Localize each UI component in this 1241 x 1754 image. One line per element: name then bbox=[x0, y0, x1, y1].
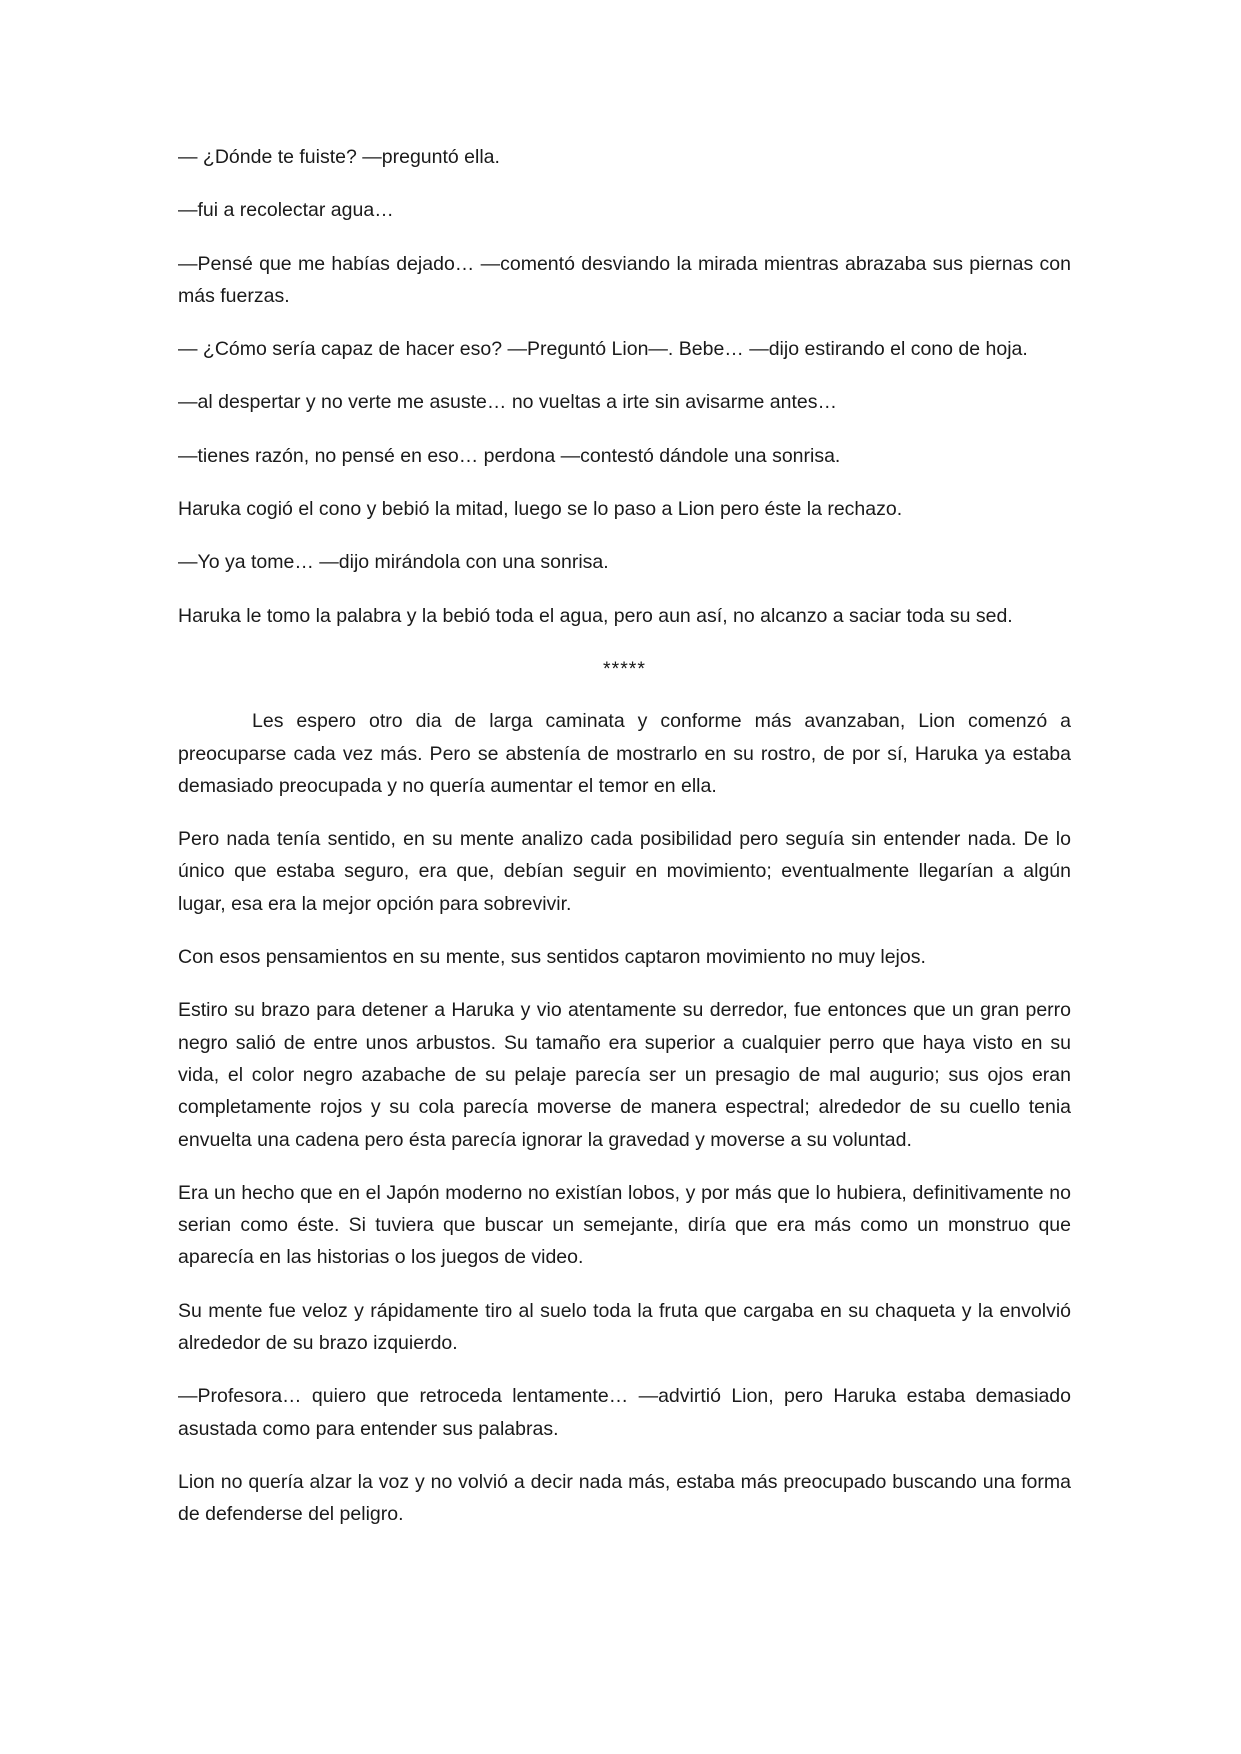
document-page bbox=[178, 141, 1071, 1552]
paragraph: Era un hecho que en el Japón moderno no existían lobos, y por más que lo hubiera, definitivamente no serian como éste. Si tuviera que buscar un semejante, diría que era más como un monstruo que aparecía en las historias o los juegos de video. bbox=[178, 1181, 1071, 1269]
paragraph: —Profesora… quiero que retroceda lentamente… —advirtió Lion, pero Haruka estaba demasiado asustada como para entender sus palabras. bbox=[178, 1385, 1071, 1440]
paragraph: Les espero otro dia de larga caminata y conforme más avanzaban, Lion comenzó a preocuparse cada vez más. Pero se abstenía de mostrarlo en su rostro, de por sí, Haruka ya estaba demasiado preocupada y no quería aumentar el temor en ella. bbox=[178, 710, 1071, 797]
paragraph: —Yo ya tome… —dijo mirándola con una sonrisa. bbox=[178, 551, 609, 574]
paragraph: Estiro su brazo para detener a Haruka y vio atentamente su derredor, fue entonces que un gran perro negro salió de entre unos arbustos. Su tamaño era superior a cualquier perro que haya visto en su vida, el color negro azabache de su pelaje parecía ser un presagio de mal augurio; sus ojos eran completamente rojos y su cola parecía moverse de manera espectral; alrededor de su cuello tenia envuelta una cadena pero ésta parecía ignorar la gravedad y moverse a su voluntad. bbox=[178, 999, 1071, 1151]
paragraph: Lion no quería alzar la voz y no volvió a decir nada más, estaba más preocupado buscando una forma de defenderse del peligro. bbox=[178, 1470, 1071, 1526]
paragraph: Con esos pensamientos en su mente, sus sentidos captaron movimiento no muy lejos. bbox=[178, 946, 926, 969]
paragraph: Haruka le tomo la palabra y la bebió toda el agua, pero aun así, no alcanzo a saciar toda su sed. bbox=[178, 604, 1013, 627]
paragraph: Haruka cogió el cono y bebió la mitad, luego se lo paso a Lion pero éste la rechazo. bbox=[178, 498, 903, 521]
paragraph: Su mente fue veloz y rápidamente tiro al suelo toda la fruta que cargaba en su chaqueta y la envolvió alrededor de su brazo izquierdo. bbox=[178, 1299, 1071, 1355]
scene-separator: ***** bbox=[603, 657, 646, 680]
paragraph: —tienes razón, no pensé en eso… perdona —contestó dándole una sonrisa. bbox=[178, 444, 841, 467]
paragraph: Pero nada tenía sentido, en su mente analizo cada posibilidad pero seguía sin entender nada. De lo único que estaba seguro, era que, debían seguir en movimiento; eventualmente llegarían a algún lugar, esa era la mejor opción para sobrevivir. bbox=[178, 828, 1071, 915]
paragraph: — ¿Dónde te fuiste? —preguntó ella. bbox=[178, 146, 500, 168]
paragraph: —Pensé que me habías dejado… —comentó desviando la mirada mientras abrazaba sus piernas con más fuerzas. bbox=[178, 252, 1071, 307]
paragraph: —fui a recolectar agua… bbox=[178, 199, 394, 222]
paragraph: — ¿Cómo sería capaz de hacer eso? —Preguntó Lion—. Bebe… —dijo estirando el cono de hoja. bbox=[178, 338, 1028, 361]
paragraph: —al despertar y no verte me asuste… no vueltas a irte sin avisarme antes… bbox=[178, 391, 837, 414]
